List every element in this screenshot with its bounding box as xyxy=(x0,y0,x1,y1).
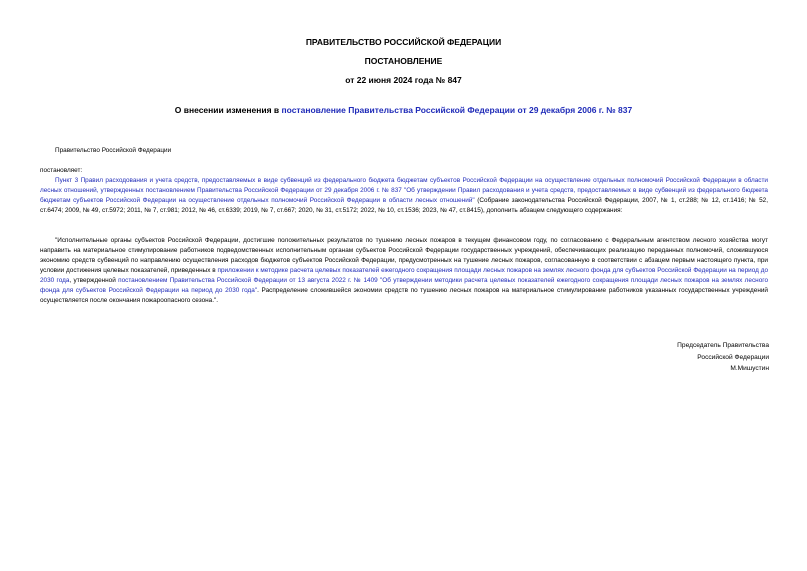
resolution-1409-link[interactable]: постановлением Правительства Российской Федерации от 13 августа 2022 г. № 1409 "Об утверждении методики расчета целевых показателей ежегодного сокращения площади лесных пожаров на землях лесного фонда для субъектов Российской Федерации на период до 2030 года" xyxy=(40,277,768,294)
intro-text: Правительство Российской Федерации xyxy=(55,147,172,154)
paragraph-amendment-text: (Собрание законодательства Российской Федерации, 2007, № 1, ст.288; № 12, ст.1416; № 52, ст.6474; 2009, № 49, ст.5972; 2011, № 7, ст.981; 2012, № 46, ст.6339; 2019, № 7, ст.667; 2020, № 31, ст.5172; 2022, № 10, ст.1536; 2023, № 47, ст.8415), дополнить абзацем следующего содержания: xyxy=(40,197,768,214)
rules-link[interactable]: Пункт 3 Правил расходования и учета средств, предоставляемых в виде субвенций из федерального бюджета бюджетам субъектов Российской Федерации на осуществление отдельных полномочий Российской Федерации в области лесных отношений, утвержденных постановлением Правительства Российской Федерации от 29 декабря 2006 г. № 837 "Об утверждении Правил расходования и учета средств, предоставляемых в виде субвенций из федерального бюджета бюджетам субъектов Российской Федерации на осуществление отдельных полномочий Российской Федерации в области лесных отношений" xyxy=(40,177,768,204)
methodology-appendix-link[interactable]: приложении к методике расчета целевых показателей ежегодного сокращения площади лесных пожаров на землях лесного фонда для субъектов Российской Федерации на период до 2030 года xyxy=(40,267,768,284)
paragraph-new-text xyxy=(40,236,768,306)
signature-line-2: Российской Федерации xyxy=(697,353,769,361)
document-type: ПОСТАНОВЛЕНИЕ xyxy=(364,56,443,66)
title-link[interactable]: постановление Правительства Российской Федерации от 29 декабря 2006 г. № 837 xyxy=(281,105,633,115)
signature-line-1: Председатель Правительства xyxy=(677,342,769,349)
signature-block xyxy=(677,340,769,375)
new-text-part1: "Исполнительные органы субъектов Российской Федерации, достигшие положительных результатов по тушению лесных пожаров в текущем финансовом году, по согласованию с Федеральным агентством лесного хозяйства могут направить на материальное стимулирование работников подведомственных исполнительным органам субъектов Российской Федерации государственных учреждений, обеспечивающих реализацию переданных полномочий, сложившуюся экономию средств субвенций по направлению осуществления расходов бюджетов субъектов Российской Федерации, предусмотренных на тушение лесных пожаров, согласованную в соответствии с абзацем первым настоящего пункта, при условии достижения целевых показателей, приведенных в xyxy=(40,237,768,274)
signature-name: М.Мишустин xyxy=(730,365,769,372)
new-text-part3: . Распределение сложившейся экономии средств по тушению лесных пожаров на материальное стимулирование работников указанных государственных учреждений осуществляется после окончания пожароопасного сезона.". xyxy=(40,287,768,304)
date-number: от 22 июня 2024 года № 847 xyxy=(345,75,462,85)
title-prefix: О внесении изменения в xyxy=(174,105,282,115)
paragraph-amendment xyxy=(40,176,768,216)
government-heading: ПРАВИТЕЛЬСТВО РОССИЙСКОЙ ФЕДЕРАЦИИ xyxy=(305,37,502,47)
resolves-text: постановляет: xyxy=(40,167,83,174)
document-title xyxy=(0,105,807,115)
new-text-part2: , утвержденной xyxy=(69,277,119,284)
